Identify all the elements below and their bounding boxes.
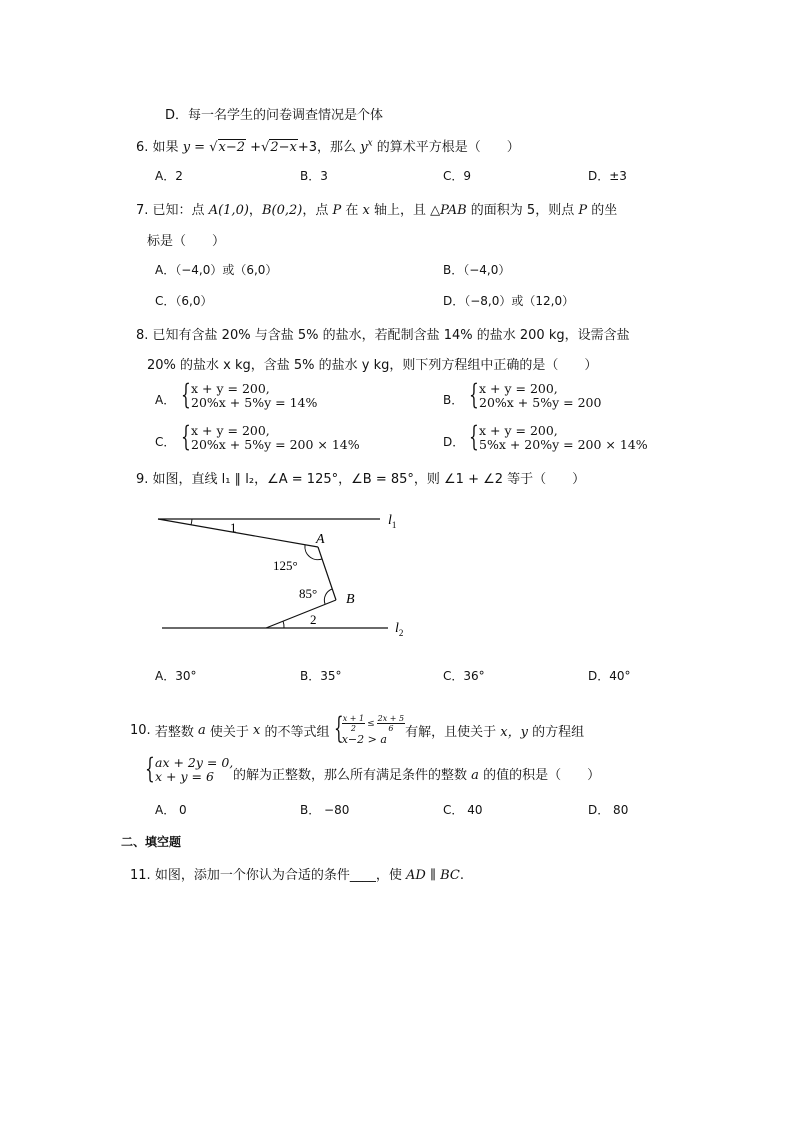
q6-y: y	[360, 140, 368, 155]
q7-option-d: D．（−8,0）或（12,0）	[443, 294, 575, 308]
q10-frac2-num: 2x + 5	[377, 714, 405, 723]
q6-option-d: D．±3	[588, 169, 627, 183]
q7-sep: ，	[248, 203, 262, 218]
q10-option-c: C． 40	[443, 803, 483, 817]
label-l1: $l_1$	[388, 513, 397, 530]
label-a: A	[316, 532, 325, 547]
q11-expr: AD ∥ BC	[406, 868, 460, 883]
q6-sqrt-1: x−2	[218, 140, 246, 155]
q6-text-2: ，那么	[317, 140, 357, 155]
q7-option-b: B．（−4,0）	[443, 263, 511, 277]
q10-stem-line2	[233, 764, 600, 783]
q10-text-5: 的方程组	[532, 724, 585, 740]
q10-text-1: 若整数	[154, 724, 194, 740]
q11-stem	[130, 864, 464, 883]
q7-number: 7.	[136, 203, 149, 218]
q10-text-4: 有解，且使关于	[405, 724, 497, 740]
segment-b-l2	[266, 600, 336, 628]
arc-angle-1	[191, 519, 192, 525]
q10-equation-system: { ax + 2y = 0, x + y = 6	[145, 752, 234, 785]
q8-option-c-label: C．	[155, 435, 176, 449]
q6-plus: +	[250, 140, 262, 155]
q10-number: 10.	[130, 722, 151, 738]
q10-text-2: 使关于	[209, 724, 249, 740]
q8-option-d-system: { x + y = 200, 5%x + 20%y = 200 × 14%	[469, 420, 648, 453]
q10-a: a	[197, 722, 206, 738]
q7-text-f: 的坐	[591, 203, 618, 218]
q6-text-3: 的算术平方根是（ ）	[376, 140, 520, 155]
q7-text-e: 的面积为 5，则点	[470, 203, 575, 218]
q11-blank: ____	[349, 868, 376, 883]
q5-option-d: D．每一名学生的问卷调查情况是个体	[165, 108, 384, 123]
q7-x: x	[362, 203, 370, 218]
q9-option-d: D．40°	[588, 669, 631, 683]
label-angle-1: 1	[230, 520, 237, 535]
q6-tail: +3	[297, 140, 318, 155]
q8-a-eq2: 20%x + 5%y = 14%	[191, 395, 318, 410]
q7-point-a: A(1,0)	[208, 203, 249, 218]
q8-option-a-label: A．	[155, 393, 176, 407]
q10-option-b: B． −80	[300, 803, 350, 817]
q7-point-p: P	[332, 203, 342, 218]
q6-text-1: 如果	[152, 140, 179, 155]
q7-stem-line2: 标是（ ）	[147, 234, 226, 249]
q8-option-b-system: { x + y = 200, 20%x + 5%y = 200	[469, 378, 602, 411]
label-angle-2: 2	[310, 612, 317, 627]
q11-text-1: 如图，添加一个你认为合适的条件	[154, 868, 350, 883]
q7-point-p2: P	[578, 203, 588, 218]
q8-a-eq1: x + y = 200,	[191, 381, 270, 396]
q10-x: x	[253, 722, 261, 738]
q7-text-d: 轴上，且	[374, 203, 427, 218]
q10-eq1: ax + 2y = 0,	[155, 755, 234, 770]
q8-b-eq1: x + y = 200,	[479, 381, 558, 396]
q8-option-c-system: { x + y = 200, 20%x + 5%y = 200 × 14%	[181, 420, 360, 453]
q10-eq2: x + y = 6	[155, 769, 214, 784]
q6-option-a: A．2	[155, 169, 183, 183]
q11-number: 11.	[130, 868, 151, 883]
q6-option-c: C．9	[443, 169, 472, 183]
q9-number: 9.	[136, 472, 149, 487]
segment-to-a	[158, 519, 318, 547]
q6-option-b: B．3	[300, 169, 328, 183]
q7-option-c: C．（6,0）	[155, 294, 213, 308]
q9-option-b: B．35°	[300, 669, 342, 683]
q10-text-7: 的值的积是（ ）	[483, 768, 601, 783]
q7-option-a: A．（−4,0）或（6,0）	[155, 263, 278, 277]
q10-inequality-system: { $\frac{x + 1}{2}$ ≤ $\frac{2x + 5}{6}$ x−2 > a	[333, 711, 405, 746]
q8-text-1: 已知有含盐 20% 与含盐 5% 的盐水，若配制含盐 14% 的盐水 200 kg，设需含盐	[152, 328, 630, 343]
q10-stem-line1	[130, 711, 585, 746]
arc-angle-2	[283, 621, 284, 628]
q6-number: 6.	[136, 140, 149, 155]
label-b: B	[346, 592, 355, 607]
q10-xy: x，y	[500, 724, 528, 740]
q9-option-a: A．30°	[155, 669, 197, 683]
q7-text-b: ，点	[302, 203, 329, 218]
q10-frac1-num: x + 1	[342, 714, 365, 723]
q7-triangle: △PAB	[430, 203, 467, 218]
q10-option-a: A． 0	[155, 803, 187, 817]
q6-expr-a: y =	[182, 140, 210, 155]
q8-d-eq2: 5%x + 20%y = 200 × 14%	[479, 437, 648, 452]
q6-stem: 6. 如果 y = √x−2 +√2−x+3，那么 $y^x$ 的算术平方根是（ ）	[136, 138, 520, 155]
q8-option-d-label: D．	[443, 435, 465, 449]
q8-option-b-label: B．	[443, 393, 464, 407]
q10-option-d: D． 80	[588, 803, 629, 817]
q10-ineq2: x−2 > a	[341, 733, 387, 746]
q7-text-a: 已知：点	[152, 203, 205, 218]
q10-le: ≤	[367, 718, 375, 729]
q6-x-sup: x	[367, 138, 373, 149]
q8-number: 8.	[136, 328, 149, 343]
q9-text: 如图，直线 l₁ ∥ l₂，∠A = 125°，∠B = 85°，则 ∠1 + ∠2 等于（ ）	[152, 472, 586, 487]
q10-frac1-den: 2	[350, 724, 356, 733]
q11-text-2: ，使	[375, 868, 402, 883]
q10-text-6: 的解为正整数，那么所有满足条件的整数	[233, 768, 468, 783]
q8-b-eq2: 20%x + 5%y = 200	[479, 395, 602, 410]
q9-option-c: C．36°	[443, 669, 485, 683]
q10-text-3: 的不等式组	[264, 724, 330, 740]
q8-c-eq1: x + y = 200,	[191, 423, 270, 438]
q7-text-c: 在	[345, 203, 359, 218]
section-heading: 二、填空题	[121, 835, 182, 849]
q8-stem-line2: 20% 的盐水 x kg，含盐 5% 的盐水 y kg，则下列方程组中正确的是（ ）	[147, 358, 598, 373]
q11-period: .	[459, 868, 464, 883]
q10-frac2-den: 6	[388, 724, 394, 733]
q7-point-b: B(0,2)	[261, 203, 303, 218]
label-l2: $l_2$	[395, 621, 404, 638]
q8-d-eq1: x + y = 200,	[479, 423, 558, 438]
q10-a2: a	[471, 768, 479, 783]
label-angle-b: 85°	[299, 586, 318, 601]
q8-c-eq2: 20%x + 5%y = 200 × 14%	[191, 437, 360, 452]
q8-option-a-system: { x + y = 200, 20%x + 5%y = 14%	[181, 378, 318, 411]
label-angle-a: 125°	[273, 558, 298, 573]
q6-sqrt-2: 2−x	[270, 140, 297, 155]
